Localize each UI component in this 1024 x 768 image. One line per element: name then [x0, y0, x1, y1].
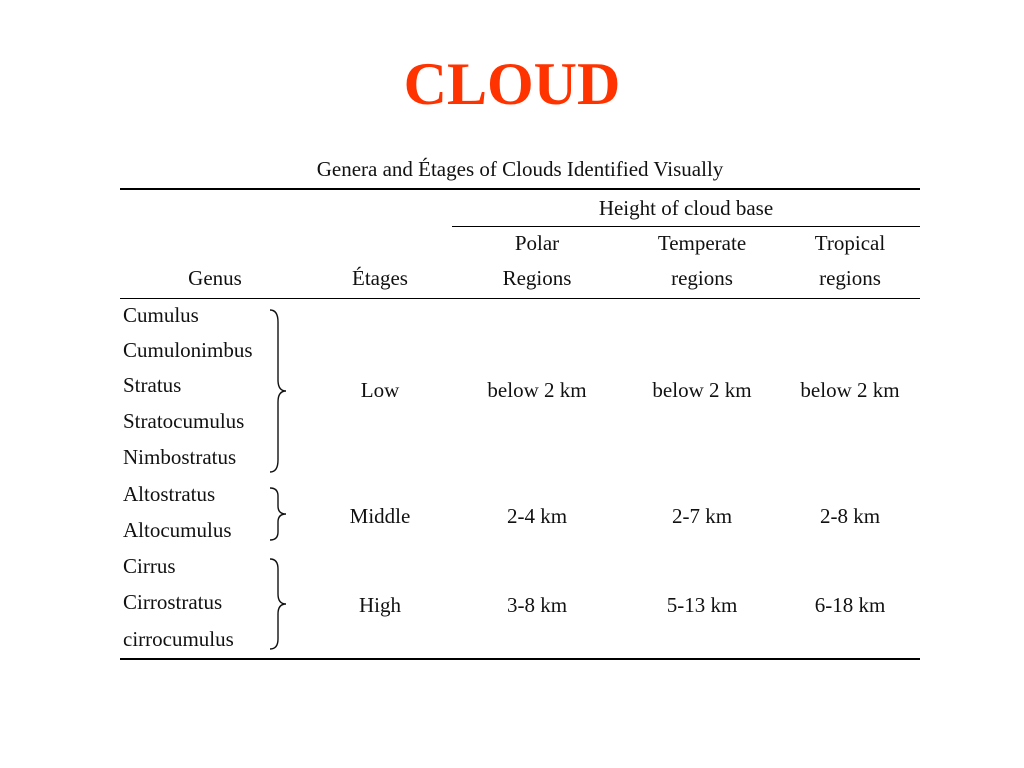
table-bottom-rule [120, 658, 920, 660]
etage-low: Low [360, 378, 400, 402]
genus-name: Altocumulus [123, 518, 232, 542]
genus-name: Cirrus [123, 554, 176, 578]
genus-name: Cirrostratus [123, 590, 223, 614]
genus-name: Stratus [123, 373, 182, 397]
group-header-rule [452, 226, 920, 227]
genus-name: cirrocumulus [123, 627, 234, 651]
header-bottom-rule [120, 298, 920, 299]
header-polar-line1: Polar [514, 231, 560, 255]
etage-middle: Middle [349, 504, 411, 528]
header-height-of-cloud-base: Height of cloud base [598, 196, 774, 220]
header-tropical-line2: regions [819, 266, 881, 290]
genus-name: Stratocumulus [123, 409, 245, 433]
polar-low: below 2 km [487, 378, 587, 402]
tropical-middle: 2-8 km [819, 504, 881, 528]
genus-name: Nimbostratus [123, 445, 237, 469]
genus-name: Cumulonimbus [123, 338, 253, 362]
brace-middle [268, 486, 290, 542]
temperate-middle: 2-7 km [671, 504, 733, 528]
header-etages: Étages [352, 266, 408, 290]
tropical-low: below 2 km [800, 378, 900, 402]
etage-high: High [359, 593, 401, 617]
table-top-rule [120, 188, 920, 190]
header-polar-line2: Regions [502, 266, 572, 290]
tropical-high: 6-18 km [814, 593, 886, 617]
header-tropical-line1: Tropical [814, 231, 886, 255]
header-genus: Genus [188, 266, 242, 290]
polar-high: 3-8 km [506, 593, 568, 617]
brace-low [268, 308, 290, 474]
temperate-high: 5-13 km [666, 593, 738, 617]
polar-middle: 2-4 km [506, 504, 568, 528]
header-temperate-line1: Temperate [657, 231, 747, 255]
header-temperate-line2: regions [671, 266, 733, 290]
genus-name: Altostratus [123, 482, 216, 506]
slide-title: CLOUD [403, 51, 621, 117]
table-caption: Genera and Étages of Clouds Identified Visually [316, 157, 724, 181]
genus-name: Cumulus [123, 303, 199, 327]
brace-high [268, 557, 290, 651]
temperate-low: below 2 km [652, 378, 752, 402]
